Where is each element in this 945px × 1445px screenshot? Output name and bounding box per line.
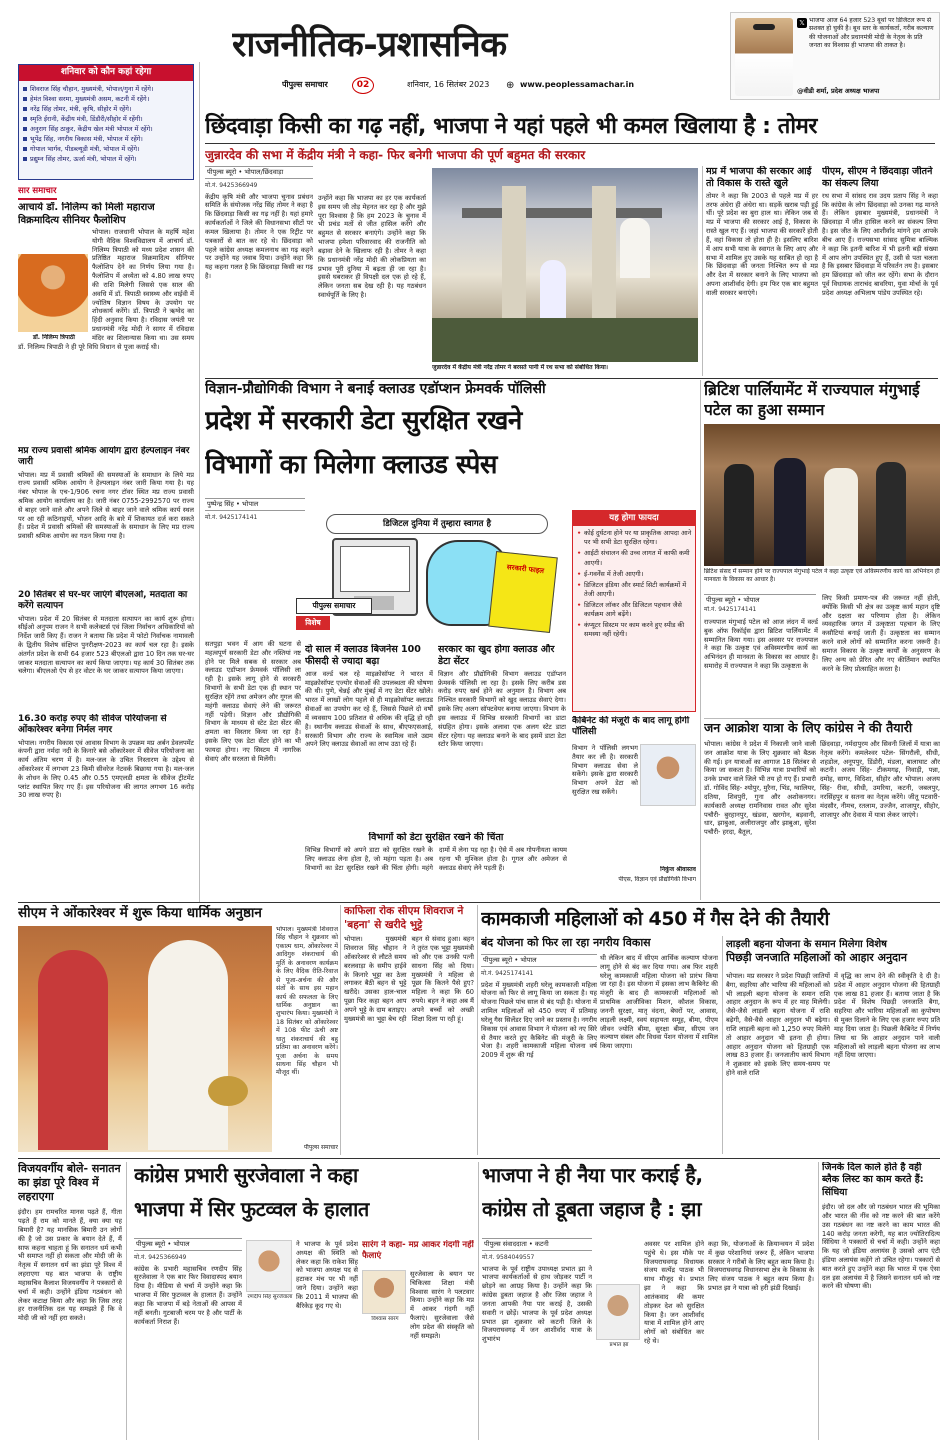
sarang-photo (362, 1270, 406, 1314)
story-text: लिए किसी प्रमाण-पत्र की जरूरत नहीं होती, क्योंकि किसी भी क्षेत्र का उत्कृष्ट कार्य महान दृष्टि और दक्षता का परिणाम होता है। लेकिन व्यवहारिक जगत में उत्कृष्टता पहचान के लिए कसौटियां बनाई जाती हैं। उत्कृष्टता का सम्मान करने वाले लोगों को सम्मानित करना जरूरी है। समाज विकास के उत्कृष्ट कार्यों के अनुसरण के लिए अन्य को प्रेरित और नए कीर्तिमान स्थापित करने के लिए प्रोत्साहित करता है। (822, 594, 940, 673)
sidebar-story-fellowship (18, 202, 194, 442)
story-text: विज्ञान और प्रौद्योगिकी विभाग क्लाउड एडॉप्शन फ्रेमवर्क पॉलिसी ला रहा है। इसके लिए करीब डस करोड़ रुपए खर्च होने का अनुमान है। विभाग अब निश्चित सरकारी विभागों को खुद क्लाउड सेवाएं देगा। इसके लिए अलग सॉफ्टवेयर बनाया जाएगा। विभाग के इस क्लाउड में विभिन्न सरकारी विभागों का डाटा संग्रहित होगा। इसके अलावा एक अलग स्टेट डाटा सेंटर रहेगा। यह क्लाउड बनाने के बाद इसमें डाटा डेटा स्टोर किया जाएगा। (438, 669, 566, 749)
column-rule (700, 380, 701, 900)
official-role: पीएस, विज्ञान एवं प्रौद्योगिकी विभाग (618, 876, 696, 883)
lead-col-1 (205, 166, 313, 386)
sidebar-label: सार समाचार (18, 186, 57, 200)
omkar-text (276, 926, 338, 1152)
schedule-item: स्मृति ईरानी, केंद्रीय मंत्री, डिंडौरी/सीहोर में रहेंगी। (23, 114, 189, 124)
benefit-item: • कंप्यूटर सिस्टम पर काम करने हुए स्पीड की समस्या नहीं रहेगी। (576, 621, 692, 639)
scindia-headline: जिनके दिल काले होते है वही ब्लैक लिस्ट का काम करते हैं: सिंधिया (822, 1162, 924, 1198)
british-byline (704, 594, 816, 604)
story-text: भोपाल। राजधानी भोपाल के महर्षि महेश योगी वैदिक विश्वविद्यालय में आचार्य डॉ. निलिम्प त्रिपाठी को मध्य प्रदेश शासन की प्रतिष्ठित महाराज विक्रमादित्य सीनियर फैलोशिप देने का निर्णय लिया गया है। फैलोशिप में अध्येता को 4.80 लाख रुपए की राशि मिलेगी जिससे एक साल की अवधि में डॉ. त्रिपाठी स्वास्थ्य और वाईवी में ज्योतिष विज्ञान विषय के उपयोग पर शोधकार्य करेंगे। डॉ. त्रिपाठी ने ऋग्वेद का हिंदी अनुवाद किया है। रविदास जयंती पर प्रधानमंत्री नरेंद्र मोदी ने सागर में रविदास मंदिर का शिलान्यास किया था। उस समय डॉ. निलिम्प त्रिपाठी ने ही पूरे विधि विधान से पूजा कराई थी। (18, 228, 194, 351)
benefit-item: • डिजिटल लॉकर और डिजिटल पहचान जैसे कार्यक्रम आगे बढ़ेंगे। (576, 601, 692, 619)
tomar-rally-photo (432, 168, 698, 362)
schedule-item: हेमंत विश्वा सरमा, मुख्यमंत्री असम, कटनी में रहेंगे। (23, 94, 189, 104)
story-text: ने भाजपा के पूर्व प्रदेश अध्यक्ष की स्थिति को लेकर कहा कि राकेश सिंह को भाजपा अध्यक्ष पद से हटाकर मंच पर भी नहीं जाने दिया। उन्होंने कहा कि 2011 में भाजपा की बैरिकेड़ कूद गए थे। (296, 1240, 358, 1310)
governor-award-photo (704, 424, 940, 566)
story-text: इंदौर। हम रामचरित मानस पढ़ते हैं, गीता पढ़ते हैं राम को मानते हैं, क्या क्या यह बिमारी है? यह मानसिक बिमारी उन लोगों की है जो उस प्रकार के बयान देते हैं, मैं साफ कहना चाहता हूं कि सनातन धर्म कभी भी समाप्त नहीं हो सकता और मोदी जी के नेतृत्व में सनातन धर्म का झंडा पूरे विश्व में लहराएगा यह बात भाजपा के राष्ट्रीय महासचिव कैलाश विजयवर्गीय ने पत्रकारों से चर्चा में कही। उन्होंने इंडिया गठबंधन को लेकर कटाक्ष किया और कहा कि जिस तरह हर राजनीतिक दल यह समझते हैं कि वे मोदी जी को नहीं हरा सकते। (18, 1208, 122, 1323)
story-title: 16.30 करोड़ रुपए की सीवेज परियोजना से ओंकारेश्वर बनेगा निर्मल नगर (18, 714, 167, 736)
byline: पुष्पेन्द्र सिंह • भोपाल (205, 498, 305, 511)
quote-text: भाजपा आज 64 हजार 523 बूथों पर डिजिटल रूप से सशक्त हो चुकी है। बूथ स्तर के कार्यकर्ता, गरीब कल्याण की योजनाओं और प्रधानमंत्री मोदी के नेतृत्व के प्रति जनता का विश्वास ही भाजपा की ताकत है। (809, 17, 934, 50)
section-rule (704, 718, 940, 719)
cloud-sub-2 (438, 644, 566, 830)
story-text: भोपाल। मप्र में प्रवासी श्रमिकों की समस्याओं के समाधान के लिये मप्र राज्य प्रवासी श्रमिक आयोग ने हेल्पलाइन नंबर जारी किया गया है। यह नंबर भोपाल के एच-1/906 रचना नगर टॉवर स्थित मप्र राज्य प्रवासी श्रमिक आयोग कार्यालय का है। जारी नंबर 0755-2992570 पर राज्य से बाहर जाने वाले और अपने जिले से बाहर जाने वाले श्रमिक कार्य स्थल पर आ रही कठिनाइयों, भोजन आदि के बारे में शिकायत दर्ज करा सकते हैं। प्रदेश में प्रवासी श्रमिकों की समस्याओं के समाधान के लिए मप्र राज्य प्रवासी श्रमिक आयोग का गठन किया गया है। (18, 470, 194, 541)
kafila-headline: काफिला रोक सीएम शिवराज ने 'बहना' से खरीदे भुट्टे (344, 905, 464, 931)
story-text: भोपाल। मुख्यमंत्री शिवराज सिंह चौहान ने शुक्रवार को एकात्म धाम, ओंकारेश्वर में आदिगुरु शंकराचार्य की मूर्ति के अनावरण कार्यक्रम के लिए वैदिक रीति-रिवाज से पूजा-अर्चना की और संतों के साथ इस महान कार्य की सफलता के लिए धार्मिक अनुष्ठान का शुभारंभ किया। मुख्यमंत्री ने 18 सितंबर को ओंकारेश्वर में 108 फीट ऊंची अष्ट धातु शंकराचार्य की बहु प्रतिमा का अनावरण करेंगे। पूजा अर्चना के समय साधना सिंह चौहान भी मौजूद थीं। (276, 926, 338, 1077)
story-text: भोपाल। नगरीय विकास एवं आवास विभाग के उपक्रम मप्र अर्बन डेवलपमेंट कंपनी द्वारा नर्मदा नदी के किनारे बसे ओंकारेश्वर में सीवेज परियोजना का कार्य अंतिम चरण में है। मल-जल के उचित निस्तारण के उद्देश्य से ओंकारेश्वर में लगभग 23 किमी सीवरेज नेटवर्क बिछाया गया है। मल-जल के शोधन के लिए 0.45 और 0.55 एमएलडी क्षमता के सीवेज ट्रीटमेंट प्लांट स्थापित किए गए हैं। इस परियोजना की लागत लगभग 16 करोड़ 30 लाख रुपए है। (18, 738, 194, 800)
column-rule (702, 166, 703, 376)
omkar-headline: सीएम ने ओंकारेश्वर में शुरू किया धार्मिक अनुष्ठान (18, 905, 262, 921)
right-top-col-2 (822, 166, 938, 378)
folio-bar (282, 77, 692, 95)
headline-rule (205, 143, 935, 144)
story-text: तोमर ने कहा कि 2003 से पहले मप्र में हर तरफ अंधेरा ही अंधेरा था। सड़कें खराब पड़ी हुई थीं। पूरे प्रदेश का बुरा हाल था। लेकिन जब से मप्र में भाजपा की सरकार आई है, विकास के रास्ते खुल गए हैं। जहां भाजपा की सरकारें होती हैं, वहां विकास तो होता ही है। इसलिए बारिश में आप सभी यात्रा के स्वागत के लिए आए और सभा में शामिल हुए उसके यह साबित हो रहा है कि छिंदवाड़ा की जनता निश्चित रूप से मप्र और देश में सरकार बनाने के लिए भाजपा को अपना आशीर्वाद देगी। हम फिर एक बार बहुमत वाली सरकार बनाएंगे। (706, 191, 818, 297)
vijay-story (18, 1162, 122, 1440)
ladli-headline: पिछड़ी जनजाति महिलाओं को आहार अनुदान (726, 951, 907, 965)
byline: पीपुल्स ब्यूरो • भोपाल/छिंदवाड़ा (205, 166, 313, 179)
janakrosh-headline: जन आक्रोश यात्रा के लिए कांग्रेस ने की तैयारी (704, 720, 913, 735)
schedule-item: गोपाल भार्गव, पीडब्ल्यूडी मंत्री, भोपाल में रहेंगे। (23, 144, 189, 154)
schedule-item: प्रद्युम्न सिंह तोमर, ऊर्जा मंत्री, भोपाल में रहेंगे। (23, 154, 189, 164)
kafila-story (344, 905, 474, 1155)
benefits-box (572, 510, 696, 712)
cloud-text-col-a (205, 592, 305, 636)
photo-caption: विश्वास सारंग (371, 1316, 399, 1322)
subhead: कैबिनेट की मंजूरी के बाद लागू होगी पॉलिसी (572, 716, 690, 738)
subhead: विभागों को डेटा सुरक्षित रखने की चिंता (368, 832, 504, 843)
schedule-item: नरेंद्र सिंह तोमर, मंत्री, कृषि, सीहोर में रहेंगे। (23, 104, 189, 114)
ladli-kicker: लाड़ली बहना योजना के समान मिलेगा विशेष (726, 939, 887, 950)
jha-col-2 (596, 1240, 704, 1438)
story-text: सुरजेवाला के बयान पर चिकित्सा शिक्षा मंत्री विश्वास सारंग ने पलटवार किया। उन्होंने कहा कि मप्र में आकर गंदगी नहीं फैलाएं। सुरजेवाला जैसे लोग प्रदेश की संस्कृति को नहीं समझते। (410, 1270, 474, 1340)
paper-name: पीपुल्स समाचार (282, 80, 328, 89)
photo-caption: ब्रिटिश संसद में सम्मान होने पर राज्यपाल मंगुभाई पटेल ने कहा उत्कृष्ट एवं अविस्मरणीय कार्य का अभिनंदन ही मानवता के विकास का आधार है। (704, 568, 940, 583)
sidebar-story-sewage (18, 714, 194, 864)
issue-date: शनिवार, 16 सितंबर 2023 (407, 80, 490, 89)
story-text: भोपाल। कांग्रेस ने प्रदेश में निकाली जाने वाली जन आक्रोश यात्रा के लिए शुक्रवार को बैठक की गई। इन यात्राओं का आगाज 18 सितंबर से किया जा सकता है। विभिन्न यात्रा प्रभारियों को उनके प्रभार वाले जिले भी तय हो गए हैं। प्रभारी डॉ. गोविंद सिंह- श्योपुर, मुरैना, भिंड, ग्वालियर, दतिया, शिवपुरी, गुना और अशोकनगर। कार्यकारी अध्यक्ष रामनिवास रावत और सुरेश पचौरी- बुरहानपुर, खंडवा, खरगोन, बड़वानी, धार, झाबुआ, अलीराजपुर और झाबुआ, सुरेश पचौरी- हरदा, बैतूल, (704, 740, 816, 837)
surjewala-headline-2: भाजपा में सिर फुटव्वल के हालात (134, 1197, 369, 1221)
press-tag: पीपुल्स समाचार (296, 598, 372, 614)
subhead: दो साल में क्लाउड बिजनेस 100 फीसदी से ज्यादा बढ़ा (305, 644, 421, 667)
quote-author: @वीडी शर्मा, प्रदेश अध्यक्ष भाजपा (797, 87, 880, 95)
phone: मो.नं. 9584049557 (482, 1253, 535, 1261)
gas-col-1 (481, 954, 597, 1154)
column-rule (722, 936, 723, 1154)
story-text: में वृद्धि का लाभ देने की स्वीकृति दे दी है। प्रदेश में आहार अनुदान योजना की हितग्राही एक लाख 81 हजार हैं। बताया जाता है कि प्रदेश में विशेष पिछड़ी जनजाति बैगा, सहरिया और भारिया महिलाओं का कुपोषण से मुक्त दिलाने के लिए एक हजार रुपए प्रति माह दिया जाता है। पिछली कैबिनेट में निर्णय लिया था कि आहार अनुदान पाने वाली महिलाओं को लाड़ली बहना योजना का लाभ नहीं दिया जाएगा। (834, 972, 940, 1060)
surjewala-photo (246, 1240, 292, 1292)
schedule-box (18, 64, 194, 180)
photo-caption: जुन्नारदेव में केंद्रीय मंत्री नरेंद्र तोमर ने बरसते पानी में रथ सभा को संबोधित किया। (432, 364, 609, 371)
schedule-item: शिवराज सिंह चौहान, मुख्यमंत्री, भोपाल/गुना में रहेंगे। (23, 84, 189, 94)
story-text: उन्होंने कहा कि भाजपा का हर एक कार्यकर्ता इस समय जी तोड़ मेहनत कर रहा है और मुझे पूरा विश्वास है कि हम 2023 के चुनाव में भी प्रचंड मतों से जीत हासिल करेंगे और बहुमत से सरकार बनाएंगे। उन्होंने कहा कि भाजपा हमेशा परिवारवाद की राजनीति को बढ़ावा देने के खिलाफ रही है। तोमर ने कहा कि प्रधानमंत्री नरेंद्र मोदी की लोकप्रियता का प्रभाव पूरी दुनिया में बढ़ता ही जा रहा है। इससे घबराकर ही विपक्षी दल एक हो रहे हैं, लेकिन जनता सब देख रही है। यह गठबंधन स्वार्थपूर्ति के लिए है। (318, 194, 426, 300)
page-number: 02 (352, 77, 374, 94)
gas-kicker: बंद योजना को फिर ला रहा नगरीय विकास (481, 936, 651, 949)
cabinet-approval (572, 716, 696, 898)
byline: पीपुल्स ब्यूरो • भोपाल (704, 594, 816, 604)
byline: पीपुल्स ब्यूरो • भोपाल (134, 1238, 242, 1251)
schedule-item: अनुराग सिंह ठाकुर, केंद्रीय खेल मंत्री भोपाल में रहेंगे। (23, 124, 189, 134)
quote-box (730, 12, 940, 100)
globe-icon: ⊕ (506, 80, 515, 91)
page-section-title: राजनीतिक-प्रशासनिक (232, 24, 507, 65)
story-title: आचार्य डॉ. निलिम्प को मिली महाराज विक्रमादित्य सीनियर फैलोशिप (18, 202, 155, 226)
section-rule (18, 902, 940, 903)
surjewala-headline-1: कांग्रेस प्रभारी सुरजेवाला ने कहा (134, 1163, 358, 1187)
cloud-graphic (296, 514, 564, 640)
sarang-story (362, 1240, 474, 1438)
story-text: अवसर पर शामिल होने पहुंचे थे। इस मौके पर विजयराघवगढ़ विधायक संजय सत्येंद्र पाठक भी साथ मौजूद थे। प्रभात झा ने कहा कि आतंकवाद की कमर तोड़कर देश को सुरक्षित किया है। जन आशीर्वाद यात्रा में शामिल होने आए लोगों को संबोधित कर रहे थे। (644, 1240, 704, 1346)
story-text: भोपाल। मुख्यमंत्री शिवराज सिंह चौहान ने ओंकारेश्वर से लौटते समय बरलवाड़ा के समीप हाईवे के किनारे भुट्टा का ठेला लगाकर बैठी बहन से भुट्टे खरीदे। उसका हाल-चाल पूछा फिर कहा बहन आप अपने भुट्टे के दाम बताइए। मुख्यमंत्री का भुट्टा बेच रही बहन से संवाद हुआ। बहन ने तुरंत एक भुट्टा मुख्यमंत्री को और एक उनकी पत्नी साधना सिंह को दिया। मुख्यमंत्री ने महिला से पूछा कि कितने पैसे हुए? महिला ने कहा कि 60 रुपये। बहन ने कहा अब मैं अपने बच्चों को अच्छी शिक्षा दिला पा रही हूं। (344, 935, 474, 1023)
right-top-col-1 (706, 166, 818, 378)
story-text: थी लेकिन बाद में सीएम आर्थिक कल्याण योजना लागू होने से बंद कर दिया गया। अब फिर शहरी घरेलू कामकाजी महिला योजना को प्रारंभ किया जा रहा है। इस योजना में इसका लाभ कैबिनेट की मंजूरी के बाद ही कामकाजी महिलाओं को प्राथमिक आजीविका मिशन, कौशल विकास, जननी सुरक्षा, मातृ वंदना, बेघरों पर, आवास, लाड़ली लक्ष्मी, स्वयं सहायता समूह, बीमा, पीएम जीवन ज्योति बीमा, सुरक्षा बीमा, सीएम जन कल्याण संबल और विधवा पेंशन योजना में शामिल किया जाएगा। (600, 954, 718, 1051)
vijay-headline: विजयवर्गीय बोले- सनातन का झंडा पूरे विश्व में लहराएगा (18, 1162, 121, 1204)
subhead: पीएम, सीएम ने छिंदवाड़ा जीतने का संकल्प लिया (822, 166, 933, 189)
phone: मो.नं. 9425174141 (704, 606, 757, 613)
story-text: भोपाल। प्रदेश में 20 सितंबर से मतदाता सत्यापन का कार्य शुरू होगा। सीईओ अनुपम राजन ने सभी कलेक्टर्स एवं जिला निर्वाचन अधिकारियों को निर्देश जारी किए हैं। राजन ने बताया कि प्रदेश में फोटो निर्वाचक नामावली के द्वितीय विशेष संक्षिप्त पुनरीक्षण-2023 का कार्य चल रहा है। इसके अंतर्गत प्रदेश के सभी 64 हजार 523 बीएलओ द्वारा 10 दिन तक घर-घर जाकर मतदाता सत्यापन का कार्य किया जाएगा। यह कार्य 30 सितंबर तक चलेगा। बीएलओ ऐप से हर वोटर के घर जाकर सत्यापन किया जाएगा। (18, 614, 194, 676)
benefit-item: • डिजिटल इंडिया और स्मार्ट सिटी कार्यक्रमों में तेजी आएगी। (576, 581, 692, 599)
story-text: केंद्रीय कृषि मंत्री और भाजपा चुनाव प्रबंधन समिति के संयोजक नरेंद्र सिंह तोमर ने कहा है कि छिंदवाड़ा किसी का गढ़ नहीं है। यहां हमारे कार्यकर्ताओं ने जिले की विधानसभा सीटों पर कमल खिलाया है। तोमर ने एक रिट्रीट पर पत्रकारों से बात कर रहे थे। छिंदवाड़ा को पहले कांग्रेस अध्यक्ष कमलनाथ का गढ़ कहने पर उन्होंने यह जवाब दिया। उन्होंने कहा कि यह कहना गलत है कि छिंदवाड़ा किसी का गढ़ है। (205, 192, 313, 281)
story-title: 20 सितंबर से घर-घर जाएंगे बीएलओ, मतदाता का करेंगे सत्यापन (18, 590, 188, 612)
website: www.peoplessamachar.in (520, 80, 635, 89)
surjewala-col-1 (134, 1238, 242, 1438)
story-title: मप्र राज्य प्रवासी श्रमिक आयोग द्वारा हेल्पलाइन नंबर जारी (18, 446, 190, 468)
prabhat-jha-photo (596, 1284, 640, 1340)
story-text: भोपाल। मप्र सरकार ने प्रदेश पिछड़ी जातियों बैगा, सहरिया और भारिया की महिलाओं को भी लाड़ली बहना योजना के समान राशि आहार अनुदान के रूप में हर माह मिलेगी। जैसे-जैसे लाड़ली बहना योजना में राशि बढ़ेगी, वैसे-वैसे आहार अनुदान भी बढ़ेगा। राशि लाड़ली बहना को 1,250 रुपए मिलेंगे तो आहार अनुदान भी इतना ही होगा। आहार अनुदान योजना को हितग्राही एक लाख 83 हजार हैं। जनजातीय कार्य विभाग ने शुक्रवार को इसके लिए समय-समय पर होने वाले राशि (726, 972, 830, 1078)
cloud-headline-line2: विभागों का मिलेगा क्लाउड स्पेस (205, 450, 497, 480)
jha-headline-1: भाजपा ने ही नैया पार कराई है, (482, 1163, 703, 1187)
jha-headline-2: कांग्रेस तो डूबता जहाज है : झा (482, 1197, 702, 1221)
story-text: विभिन्न विभागों को अपने डाटा को सुरक्षित रखने के लिए क्लाउड लेना होता है, जो महंगा पड़ता है। अब विभागों का डेटा सुरक्षित रखने की चिंता होगी। महंगे दामों में लेना पड़ रहा है। ऐसे में अब गोपनीयता कायम रहना भी मुश्किल होता है। गूगल और अमेजन से क्लाउड सेवाएं लेने पड़ती हैं। (305, 845, 567, 872)
photo-caption: डॉ. निलिम्प त्रिपाठी (33, 334, 75, 341)
subhead: सरकार का खुद होगा क्लाउड और डेटा सेंटर (438, 644, 555, 667)
phone: मो.नं. 9425366949 (134, 1253, 187, 1261)
column-rule (818, 1162, 819, 1440)
vishesh-tag: विशेष (296, 616, 330, 630)
schedule-item: भूपेंद्र सिंह, नगरीय विकास मंत्री, भोपाल में रहेंगे। (23, 134, 189, 144)
cloud-sub-1 (305, 644, 433, 830)
cloud-sub-3 (305, 832, 567, 898)
lead-kicker: जुन्नारदेव की सभा में केंद्रीय मंत्री ने कहा- फिर बनेगी भाजपा की पूर्ण बहुमत की सरकार (205, 148, 586, 162)
benefit-item: • आईटी संचालन की उच्च लागत में काफी कमी आएगी। (576, 549, 692, 567)
folder-icon: सरकारी फाइल (488, 551, 558, 633)
british-headline: ब्रिटिश पार्लियामेंट में राज्यपाल मंगुभाई पटेल का हुआ सम्मान (704, 381, 920, 420)
story-text: आज वर्ल्ड चल रहे माइक्रोसॉफ्ट ने भारत में माइक्रोसॉफ्ट एज्योर सेवाओं की उपलब्धता की घोषणा की थी। पुणे, चेन्नई और मुंबई में नए डेटा सेंटर खोले। भारत में लाखों लोग पहले से ही माइक्रोसॉफ्ट क्लाउड सेवाओं का उपयोग कर रहे हैं, जिससे पिछले दो वर्षों में व्यवसाय 100 प्रतिशत से अधिक की वृद्धि हो रही है। स्थानीय क्लाउड सेवाओं के साथ, बीएफएसआई, सरकारी विभाग और राज्य के स्वामित्व वाले उद्यम अपने लिए क्लाउड सेवाओं का लाभ उठा रहे हैं। (305, 669, 433, 749)
byline: पीपुल्स ब्यूरो • भोपाल (481, 954, 597, 967)
story-text: विभाग ने पॉलिसी लगभग तैयार कर ली है। सरकारी विभाग क्लाउड सेवा ले सकेंगे। इसके द्वारा सरकारी विभाग अपने डेटा को सुरक्षित रख सकेंगे। (572, 744, 638, 797)
phone: मो.नं. 9425366949 (205, 181, 258, 189)
story-text: छिंदवाड़ा, नर्मदापुरम और सिवनी जिलों में यात्रा का नेतृत्व करेंगे। कमलेश्वर पटेल- सिंगरौली, सीधी, शहडोल, अनूपपुर, डिंडोरी, मंडला, बालाघाट और कटनी। अजय सिंह- टीकमगढ़, निवाड़ी, पन्ना, दमोह, सागर, विदिशा, सीहोर और भोपाल। अजय सिंह- रीवा, सीधी, उमरिया, कटनी, जबलपुर, नरसिंहपुर व सतना का नेतृत्व करेंगे। जीतू पटवारी- मंदसौर, नीमच, रतलाम, उज्जैन, शाजापुर, सीहोर, शाजापुर और देवास में यात्रा लेकर जाएंगे। (820, 740, 940, 819)
photo-caption: रणदीप सिंह सुरजेवाला (247, 1294, 293, 1300)
lead-headline: छिंदवाड़ा किसी का गढ़ नहीं, भाजपा ने यहां पहले भी कमल खिलाया है : तोमर (205, 114, 818, 139)
scindia-story (822, 1162, 940, 1440)
column-rule (126, 1162, 127, 1440)
story-text: कहा कि, योजनाओं के क्रियान्वयन में प्रदेश में कुछ परेशानियां जरूर हैं, लेकिन भाजपा सरकार ने गरीबों के लिए बहुत काम किया है। विजयराघवगढ़ विधानसभा क्षेत्र के विकास के लिए संजय पाठक ने बहुत काम किया है। प्रभात झा ने यात्रा को हरी झंडी दिखाई। (708, 1240, 814, 1293)
column-rule (478, 1162, 479, 1440)
schedule-heading: शनिवार को कौन कहां रहेगा (19, 65, 193, 81)
jha-col-1 (482, 1238, 592, 1438)
story-text: राज्यपाल मंगुभाई पटेल को आज लंदन में वर्ल्ड बुक ऑफ रिकॉर्ड्स द्वारा ब्रिटिश पार्लियामेंट में सम्मानित किया गया। इस अवसर पर राज्यपाल ने कहा कि उत्कृष्ट एवं अविस्मरणीय कार्य का अभिनंदन ही मानवता के विकास का आधार है। समारोह में राज्यपाल ने कहा कि उत्कृष्टता के (704, 618, 818, 671)
sidebar-story-blo (18, 590, 194, 710)
column-rule (340, 905, 341, 1155)
surjewala-col-2 (246, 1240, 358, 1438)
lead-col-2 (318, 194, 426, 386)
cm-ritual-photo (18, 926, 272, 1152)
x-icon: 𝕏 (797, 18, 807, 28)
story-text: भाजपा के पूर्व राष्ट्रीय उपाध्यक्ष प्रभात झा ने भाजपा कार्यकर्ताओं से हाथ जोड़कर पार्टी न छोड़ने का आग्रह किया है। उन्होंने कहा कि कांग्रेस डूबता जहाज है और जिस जहाज ने जनता आपकी नैया पार कराई है, उसकी सवारी न छोड़ें। भाजपा के पूर्व प्रदेश अध्यक्ष प्रभात झा शुक्रवार को कटनी जिले के विजयराघवगढ़ में जन आशीर्वाद यात्रा के शुभारंभ (482, 1264, 592, 1344)
phone: मो.नं. 9425174141 (481, 969, 534, 977)
story-text: कांग्रेस के प्रभारी महासचिव रणदीप सिंह सुरजेवाला ने एक बार फिर विवादास्पद बयान दिया है। मीडिया से चर्चा में उन्होंने कहा कि भाजपा में सिर फुटव्वल के हालात हैं। उन्होंने कहा कि भाजपा में बड़े नेताओं की आपस में नहीं बनती। गुटबाजी चरम पर है और पार्टी के कार्यकर्ता निराश हैं। (134, 1264, 242, 1326)
section-rule (18, 1158, 940, 1159)
benefit-item: • कोई दुर्घटना होने पर या प्राकृतिक आपदा आने पर भी सभी डेटा सुरक्षित रहेगा। (576, 529, 692, 547)
benefit-item: • ई-गवर्नेंस में तेजी आएगी। (576, 570, 692, 579)
byline: पीपुल्स संवाददाता • कटनी (482, 1238, 592, 1251)
ladli-story (726, 938, 940, 1154)
cloud-kicker: विज्ञान-प्रौद्योगिकी विभाग ने बनाई क्लाउड एडॉप्शन फ्रेमवर्क पॉलिसी (205, 381, 546, 397)
vd-sharma-photo (735, 18, 793, 96)
cloud-headline-line1: प्रदेश में सरकारी डेटा सुरक्षित रखने (205, 406, 522, 436)
photo-credit: पीपुल्स समाचार (303, 1144, 338, 1152)
story-text: प्रदेश में मुख्यमंत्री शहरी घरेलू कामकाजी महिला योजना को फिर से लागू किया जा सकता है। यह योजना पिछले पांच साल से बंद पड़ी है। योजना में शामिल महिलाओं को 450 रुपए में प्रतिमाह घरेलू गैस सिलेंडर दिए जाने का प्रस्ताव है। नगरीय विकास एवं आवास विभाग ने योजना को नए सिरे से तैयार करते हुए कैबिनेट की मंजूरी के लिए भेजा है। शहरी कामकाजी महिला योजना वर्ष 2009 में शुरू की गई (481, 980, 597, 1060)
phone: मो.नं. 9425174141 (205, 513, 258, 521)
column-rule (477, 905, 478, 1155)
official-name: निकुंज श्रीवास्तव (660, 866, 696, 873)
sidebar-story-helpline (18, 446, 194, 586)
photo-caption: प्रभात झा (609, 1342, 629, 1348)
benefits-heading: यह होगा फायदा (573, 511, 695, 526)
nikunj-shrivastava-photo (640, 744, 696, 806)
cloud-banner: डिजिटल दुनिया में तुम्हारा स्वागत है (326, 514, 548, 534)
story-text: इंदौर। जो दल और जो गठबंधन भारत की भूमिका और भारत की नींव को नष्ट करने की बात करेंगे उस गठबंधन का नष्ट करने का काम भारत की 140 करोड़ जनता करेगी, यह बात ज्योतिरादित्य सिंधिया ने पत्रकारों से चर्चा में कही। उन्होंने कहा कि यह जो इंडिया अलायंस है उसको आप एंटी इंडिया अलायंस कहेंगे तो उचित रहेगा। पत्रकारों से बात करते हुए उन्होंने कहा कि भारत में एक ऐसा दल इस अलायंस में है जिसने सनातन धर्म को नष्ट करने की घोषणा की। (822, 1203, 940, 1291)
story-text: रथ सभा में सांसद राव उदय प्रताप सिंह ने कहा कि कांग्रेस के लोग छिंदवाड़ा को उनका गढ़ मानते हैं। लेकिन इसबार मुख्यमंत्री, प्रधानमंत्री ने छिंदवाड़ा में जीत हासिल करने का संकल्प लिया है। इस जीत के लिए आशीर्वाद मांगने हम आपके बीच आए हैं। राज्यसभा सांसद सुमित्रा बाल्मिक ने कहा कि इतनी बारिश में भी इतनी बड़ी संख्या में आप लोग उपस्थित हुए हैं, उसी से पता चलता है कि इसबार छिंदवाड़ा में परिवर्तन तय है। इसबार हम छिंदवाड़ा को जीत कर रहेंगे। सभा के दौरान पूर्व विधायक ताराचंद बावरिया, युवा मोर्चा के पूर्व प्रदेश अध्यक्ष अभिलाष पांडेय उपस्थित रहे। (822, 191, 938, 297)
column-rule (199, 62, 200, 902)
cloud-text-left: सतपुड़ा भवन में आग की घटना से महत्वपूर्ण सरकारी डेटा और नस्तियां नष्ट होने पर मिले सबक से सरकार अब क्लाउड एडॉप्शन फ्रेमवर्क पॉलिसी ला रही है। इसके लागू होने से सरकारी विभागों के सभी डेटा एक ही स्थान पर सुरक्षित रहेंगे तथा अमेजन और गूगल की महंगी क्लाउड सेवाएं लेने की जरूरत नहीं पड़ेगी। विज्ञान और प्रौद्योगिकी विभाग के माध्यम से स्टेट डेटा सेंटर की क्षमता का विस्तार किया जा रहा है। इसके लिए एक डेटा सेंटर होने का भी फायदा होगा। नए सिस्टम में नागरिक सेवाएं और सरलता से मिलेंगी। (205, 640, 301, 763)
subhead: मप्र में भाजपा की सरकार आई तो विकास के रास्ते खुले (706, 166, 812, 189)
sarang-kicker: सारंग ने कहा- मप्र आकर गंदगी नहीं फैलाएं (362, 1240, 474, 1261)
gas-headline: कामकाजी महिलाओं को 450 में गैस देने की तैयारी (481, 908, 830, 930)
section-rule (205, 378, 938, 379)
